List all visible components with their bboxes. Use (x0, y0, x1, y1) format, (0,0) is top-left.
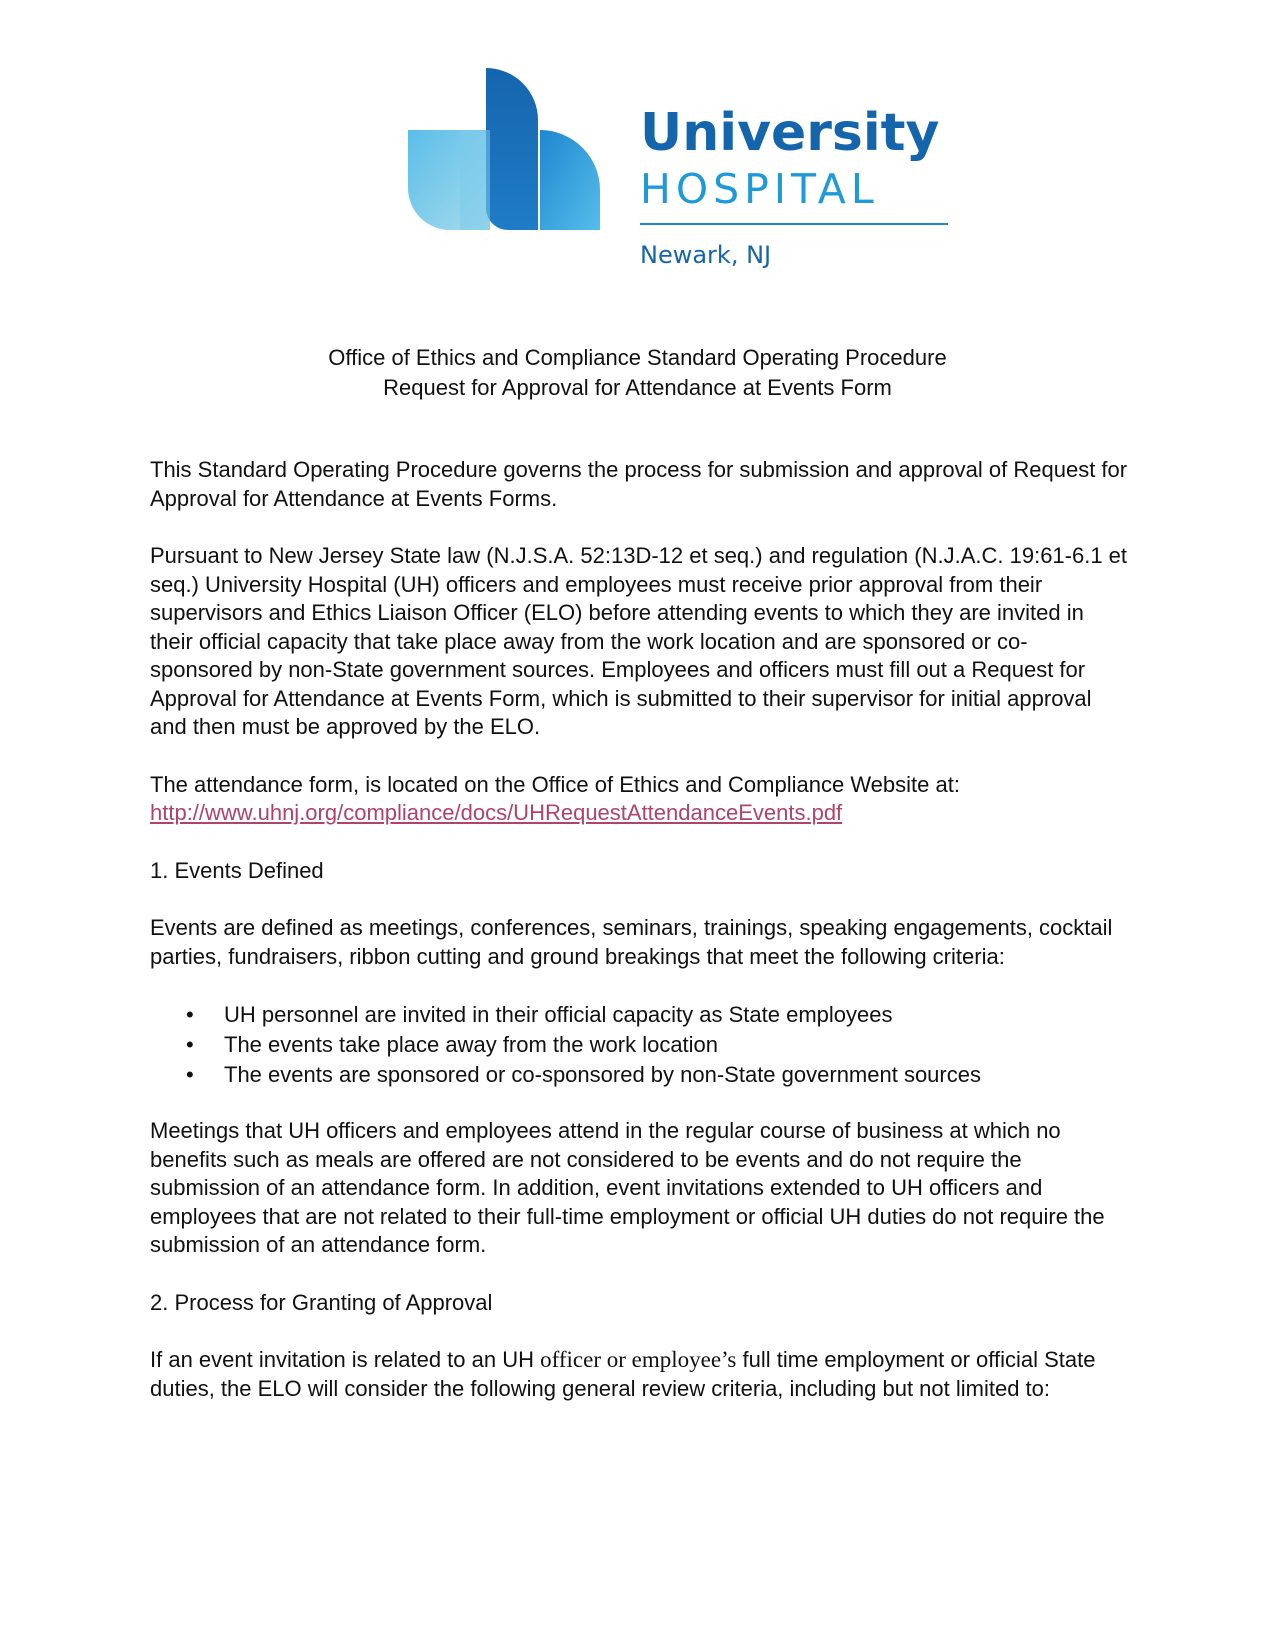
meetings-paragraph: Meetings that UH officers and employees attend in the regular course of business at which no benefits such as meals are offered are not considered to be events and do not require the submission of an attendance form. In addition, event invitations extended to UH officers and employees that are not related to their full-time employment or official UH duties do not require the submission of an attendance form. (150, 1118, 1105, 1257)
approval-text-start: If an event invitation is related to an UH (150, 1347, 541, 1372)
list-item (186, 1000, 1130, 1030)
form-location-text: The attendance form, is located on the Office of Ethics and Compliance Website at: (150, 771, 960, 797)
criteria-list (150, 1000, 1130, 1090)
events-defined-paragraph: Events are defined as meetings, conferences, seminars, trainings, speaking engagements, cocktail parties, fundraisers, ribbon cutting and ground breakings that meet the following criteria: (150, 915, 1113, 969)
attendance-form-link[interactable]: http://www.uhnj.org/compliance/docs/UHRequestAttendanceEvents.pdf (150, 800, 843, 825)
list-item (186, 1030, 1130, 1060)
logo-subtitle: HOSPITAL (640, 165, 879, 213)
form-location-paragraph (150, 771, 1130, 828)
logo-city: Newark, NJ (640, 241, 772, 269)
bullet-icon: • (186, 1032, 194, 1057)
approval-text-end: full time employment or official State duties, the ELO will consider the following general review criteria, including but not limited to: (150, 1347, 1096, 1401)
list-item-text: UH personnel are invited in their official capacity as State employees (224, 1002, 893, 1027)
list-item-text: The events are sponsored or co-sponsored by non-State government sources (224, 1062, 981, 1087)
title-line-2: Request for Approval for Attendance at Events Form (383, 375, 892, 400)
section-2-heading: 2. Process for Granting of Approval (150, 1289, 493, 1315)
document-title (0, 343, 1275, 403)
approval-process-paragraph (150, 1346, 1130, 1403)
pursuant-paragraph: Pursuant to New Jersey State law (N.J.S.A. 52:13D-12 et seq.) and regulation (N.J.A.C. 19:61-6.1 et seq.) University Hospital (UH) officers and employees must receive prior approval from their supervisors and Ethics Liaison Officer (ELO) before attending events to which they are invited in their official capacity that take place away from the work location and are sponsored or co-sponsored by non-State government sources. Employees and officers must fill out a Request for Approval for Attendance at Events Form, which is submitted to their supervisor for initial approval and then must be approved by the ELO. (150, 543, 1128, 739)
logo-divider (640, 223, 948, 225)
section-1-heading: 1. Events Defined (150, 857, 324, 883)
approval-text-serif: officer or employee’s (540, 1347, 737, 1372)
bullet-icon: • (186, 1002, 194, 1027)
list-item-text: The events take place away from the work location (224, 1032, 719, 1057)
intro-paragraph: This Standard Operating Procedure governs the process for submission and approval of Request for Approval for Attendance at Events Forms. (150, 457, 1128, 511)
bullet-icon: • (186, 1062, 194, 1087)
title-line-1: Office of Ethics and Compliance Standard Operating Procedure (328, 345, 947, 370)
logo-wordmark (640, 105, 950, 269)
university-hospital-logo-icon (408, 68, 604, 230)
document-body (150, 456, 1130, 1432)
logo-name: University (640, 103, 940, 163)
list-item (186, 1060, 1130, 1090)
